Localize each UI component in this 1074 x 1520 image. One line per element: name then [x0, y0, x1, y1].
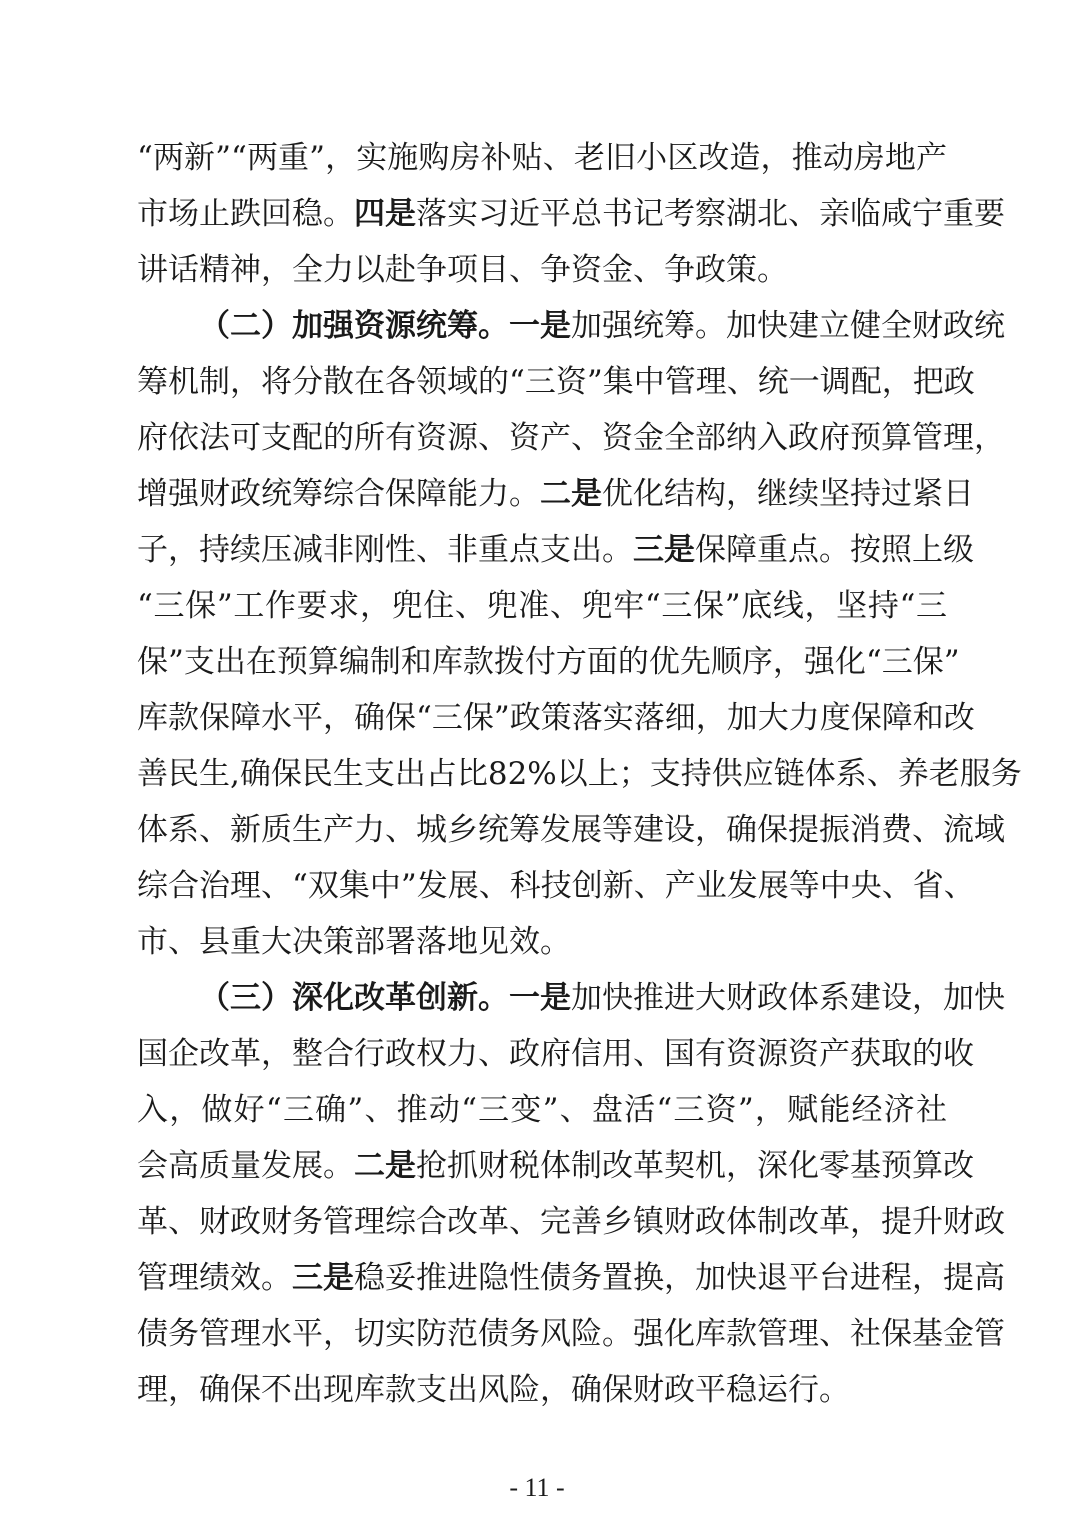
text-run: 加快推进大财政体系建设，加快 [571, 980, 1005, 1016]
text-run: 入，做好“三确”、推动“三变”、盘活“三资”，赋能经济社 [137, 1092, 947, 1128]
text-run: 落实习近平总书记考察湖北、亲临咸宁重要 [416, 196, 1005, 232]
bold-text-run: 三是 [633, 532, 695, 568]
text-line [137, 186, 1005, 242]
text-line [137, 1250, 1005, 1306]
text-run: 善民生,确保民生支出占比82%以上；支持供应链体系、养老服务 [137, 756, 1022, 792]
text-line [137, 746, 1022, 802]
text-line [137, 466, 974, 522]
bold-text-run: （三）深化改革创新。 [199, 980, 509, 1016]
text-run: 市场止跌回稳。 [137, 196, 354, 232]
text-line [137, 298, 1005, 354]
text-line [137, 1306, 1005, 1362]
text-run: 理，确保不出现库款支出风险，确保财政平稳运行。 [137, 1372, 850, 1408]
text-run: 抢抓财税体制改革契机，深化零基预算改 [416, 1148, 974, 1184]
text-line [137, 970, 1005, 1026]
text-run: 市、县重大决策部署落地见效。 [137, 924, 571, 960]
bold-text-run: 三是 [292, 1260, 354, 1296]
text-run: 府依法可支配的所有资源、资产、资金全部纳入政府预算管理， [137, 420, 1005, 456]
text-line [137, 578, 947, 634]
bold-text-run: 一是 [509, 980, 571, 1016]
text-line [137, 1194, 1005, 1250]
page-number: - 11 - [509, 1473, 565, 1502]
bold-text-run: 四是 [354, 196, 416, 232]
text-run: 债务管理水平，切实防范债务风险。强化库款管理、社保基金管 [137, 1316, 1005, 1352]
text-line [137, 522, 974, 578]
text-run: 革、财政财务管理综合改革、完善乡镇财政体制改革，提升财政 [137, 1204, 1005, 1240]
text-line [137, 1362, 947, 1418]
text-run: 稳妥推进隐性债务置换，加快退平台进程，提高 [354, 1260, 1005, 1296]
text-line [137, 858, 975, 914]
bold-text-run: 一是 [509, 308, 571, 344]
text-run: “三保”工作要求，兜住、兜准、兜牢“三保”底线，坚持“三 [137, 588, 947, 624]
text-run: 筹机制，将分散在各领域的“三资”集中管理、统一调配，把政 [137, 364, 975, 400]
text-run: 增强财政统筹综合保障能力。 [137, 476, 540, 512]
text-run: 会高质量发展。 [137, 1148, 354, 1184]
text-run: 国企改革，整合行政权力、政府信用、国有资源资产获取的收 [137, 1036, 974, 1072]
body-text [137, 130, 1022, 1418]
bold-text-run: （二）加强资源统筹。 [199, 308, 509, 344]
text-line [137, 130, 947, 186]
text-line [137, 802, 1005, 858]
text-line [137, 914, 947, 970]
bold-text-run: 二是 [540, 476, 602, 512]
text-line [137, 1082, 947, 1138]
text-line [137, 242, 947, 298]
text-line [137, 634, 960, 690]
text-run: 保障重点。按照上级 [695, 532, 974, 568]
text-run: 优化结构，继续坚持过紧日 [602, 476, 974, 512]
text-line [137, 1026, 974, 1082]
text-line [137, 1138, 974, 1194]
text-run: 加强统筹。加快建立健全财政统 [571, 308, 1005, 344]
text-run: 子，持续压减非刚性、非重点支出。 [137, 532, 633, 568]
text-run: 库款保障水平，确保“三保”政策落实落细，加大力度保障和改 [137, 700, 975, 736]
text-run: 保”支出在预算编制和库款拨付方面的优先顺序，强化“三保” [137, 644, 960, 680]
text-run: “两新”“两重”，实施购房补贴、老旧小区改造，推动房地产 [137, 140, 947, 176]
text-run: 讲话精神，全力以赴争项目、争资金、争政策。 [137, 252, 788, 288]
text-run: 综合治理、“双集中”发展、科技创新、产业发展等中央、省、 [137, 868, 975, 904]
text-run: 管理绩效。 [137, 1260, 292, 1296]
text-run: 体系、新质生产力、城乡统筹发展等建设，确保提振消费、流域 [137, 812, 1005, 848]
text-line [137, 690, 975, 746]
text-line [137, 354, 975, 410]
text-line [137, 410, 1005, 466]
bold-text-run: 二是 [354, 1148, 416, 1184]
